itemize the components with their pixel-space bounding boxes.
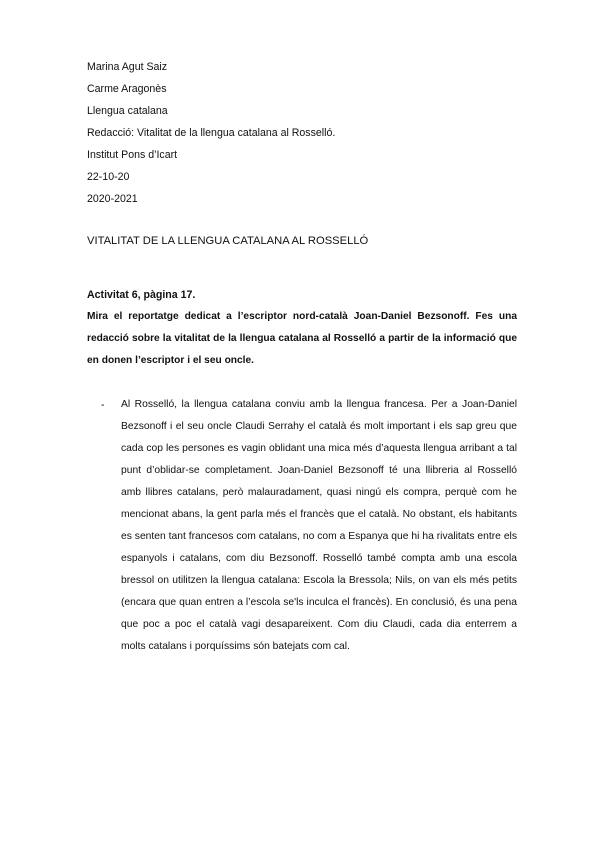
activity-section xyxy=(87,284,517,372)
assignment-title: Redacció: Vitalitat de la llengua catalana al Rosselló. xyxy=(87,127,336,139)
bullet-dash: - xyxy=(101,399,105,411)
school-year: 2020-2021 xyxy=(87,193,138,205)
author-name-2: Carme Aragonès xyxy=(87,83,167,95)
author-name-1: Marina Agut Saiz xyxy=(87,61,168,73)
essay-bullet-item xyxy=(101,394,517,658)
activity-instructions: Mira el reportatge dedicat a l’escriptor nord-català Joan-Daniel Bezsonoff. Fes una redacció sobre la vitalitat de la llengua catalana al Rosselló a partir de la informació que en donen l’escriptor i el seu oncle. xyxy=(87,311,517,366)
subject-name: Llengua catalana xyxy=(87,105,168,117)
essay-paragraph: Al Rosselló, la llengua catalana conviu amb la llengua francesa. Per a Joan-Daniel Bezsonoff i el seu oncle Claudi Serrahy el català és molt important i els sap greu que cada cop les persones es vagin oblidant una mica més d’aquesta llengua arribant a tal punt d’oblidar-se completament. Joan-Daniel Bezsonoff té una llibreria al Rosselló amb llibres catalans, però malauradament, quasi ningú els compra, perquè com he mencionat abans, la gent parla més el francès que el català. No obstant, els habitants es senten tant francesos com catalans, no com a Espanya que hi ha rivalitats entre els espanyols i catalans, com diu Bezsonoff. Rosselló també compta amb una escola bressol on utilitzen la llengua catalana: Escola la Bressola; Nils, on van els més petits (encara que quan entren a l’escola se'ls inculca el francès). En conclusió, és una pena que poc a poc el català vagi desapareixent. Com diu Claudi, cada dia enterrem a molts catalans i porquíssims són batejats com cal. xyxy=(121,399,517,652)
document-date: 22-10-20 xyxy=(87,171,130,183)
school-name: Institut Pons d’Icart xyxy=(87,149,178,161)
document-title: VITALITAT DE LA LLENGUA CATALANA AL ROSSELLÓ xyxy=(87,235,369,247)
document-header xyxy=(87,56,527,210)
activity-heading: Activitat 6, pàgina 17. xyxy=(87,289,196,301)
